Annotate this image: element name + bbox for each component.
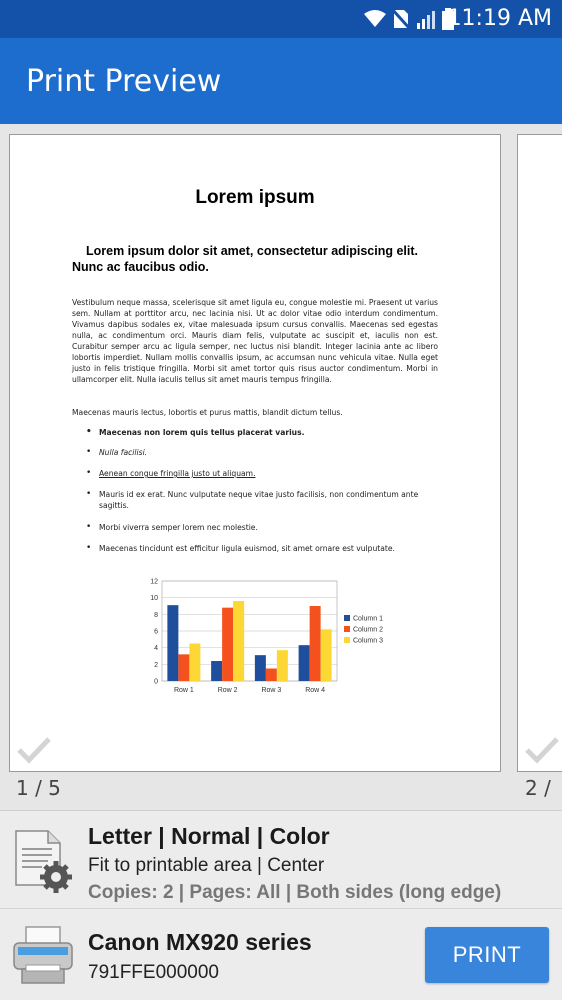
print-button[interactable]: PRINT bbox=[425, 927, 549, 983]
layout-settings: Fit to printable area | Center bbox=[88, 855, 325, 876]
checkmark-icon[interactable] bbox=[16, 735, 52, 765]
signal-icon bbox=[416, 9, 436, 29]
checkmark-icon[interactable] bbox=[524, 735, 560, 765]
copies-settings: Copies: 2 | Pages: All | Both sides (long edge) bbox=[88, 882, 502, 903]
chart-bar bbox=[321, 629, 332, 681]
document-subtitle: Lorem ipsum dolor sit amet, consectetur adipiscing elit. Nunc ac faucibus odio. bbox=[72, 244, 419, 274]
list-item: • Aenean congue fringilla justo ut aliquam. bbox=[99, 468, 439, 479]
printer-name: Canon MX920 series bbox=[88, 929, 312, 955]
list-item: • Mauris id ex erat. Nunc vulputate neque vitae justo facilisis, non condimentum ante sagittis. bbox=[99, 489, 439, 511]
preview-area[interactable] bbox=[0, 124, 562, 810]
printer-id: 791FFE000000 bbox=[88, 962, 219, 983]
chart-y-tick-label: 8 bbox=[154, 611, 158, 619]
chart-y-tick-label: 10 bbox=[150, 595, 158, 603]
chart-y-tick-label: 2 bbox=[154, 661, 158, 669]
document-paragraph-2: Maecenas mauris lectus, lobortis et purus mattis, blandit dictum tellus. bbox=[72, 408, 343, 417]
chart-bar bbox=[167, 605, 178, 681]
list-item: • Nulla facilisi. bbox=[99, 447, 439, 458]
chart-legend-label: Column 3 bbox=[353, 637, 383, 645]
chart-y-tick-label: 0 bbox=[154, 678, 158, 686]
page-indicator-1: 1 / 5 bbox=[16, 776, 61, 800]
chart-bar bbox=[255, 655, 266, 681]
chart-y-tick-label: 6 bbox=[154, 628, 158, 636]
chart-y-tick-label: 12 bbox=[150, 578, 158, 586]
list-item: • Maecenas tincidunt est efficitur ligula euismod, sit amet ornare est vulputate. bbox=[99, 543, 439, 554]
chart-legend-swatch bbox=[344, 615, 350, 621]
chart-x-tick-label: Row 2 bbox=[217, 687, 238, 694]
status-time: 11:19 AM bbox=[447, 6, 552, 31]
chart-legend-label: Column 2 bbox=[353, 626, 383, 634]
document-bar-chart bbox=[142, 575, 402, 695]
paper-settings: Letter | Normal | Color bbox=[88, 823, 330, 849]
printer-icon bbox=[12, 925, 74, 985]
document-title: Lorem ipsum bbox=[195, 187, 315, 208]
chart-legend-swatch bbox=[344, 637, 350, 643]
print-settings-row[interactable] bbox=[0, 811, 562, 909]
chart-bar bbox=[310, 606, 321, 681]
list-item: • Maecenas non lorem quis tellus placerat varius. bbox=[99, 427, 439, 438]
chart-legend-swatch bbox=[344, 626, 350, 632]
chart-bar bbox=[277, 650, 288, 681]
chart-bar bbox=[178, 654, 189, 681]
status-icons bbox=[364, 8, 454, 30]
chart-bar bbox=[299, 645, 310, 681]
wifi-icon bbox=[364, 10, 386, 28]
chart-bar bbox=[222, 608, 233, 681]
preview-page-2[interactable] bbox=[517, 134, 562, 772]
no-sim-icon bbox=[392, 8, 410, 30]
print-options-panel bbox=[0, 810, 562, 1000]
chart-y-tick-label: 4 bbox=[154, 645, 158, 653]
app-bar bbox=[0, 38, 562, 124]
chart-bar bbox=[189, 644, 200, 682]
chart-x-tick-label: Row 3 bbox=[261, 687, 282, 694]
chart-bar bbox=[211, 661, 222, 681]
status-bar bbox=[0, 0, 562, 38]
page-title: Print Preview bbox=[26, 64, 222, 99]
page-indicator-2: 2 / bbox=[525, 776, 551, 800]
printer-row[interactable] bbox=[0, 909, 562, 1000]
chart-x-tick-label: Row 1 bbox=[173, 687, 194, 694]
preview-page-1[interactable] bbox=[9, 134, 501, 772]
chart-x-tick-label: Row 4 bbox=[305, 687, 326, 694]
chart-bar bbox=[233, 601, 244, 681]
chart-bar bbox=[266, 669, 277, 682]
list-item: • Morbi viverra semper lorem nec molestie. bbox=[99, 522, 439, 533]
document-paragraph-1: Vestibulum neque massa, scelerisque sit amet ligula eu, congue molestie mi. Praesent ut varius sem. Nullam at porttitor arcu, nec lacinia nisi. Ut ac dolor vitae odio interdum condimentum. Vivamus dapibus sodales ex, vitae malesuada ipsum cursus convallis. Maecenas sed egestas nulla, ac condimentum orci. Mauris diam felis, vulputate ac suscipit et, iaculis non est. Curabitur semper arcu ac ligula semper, nec luctus nisi blandit. Integer lacinia ante ac libero lobortis imperdiet. Nullam mollis convallis ipsum, ac accumsan nunc vehicula vitae. Nulla eget justo in felis tristique fringilla. Morbi sit amet tortor quis risus auctor condimentum. Morbi in ullamcorper elit. Nulla iaculis tellus sit amet mauris tempus fringilla. bbox=[72, 298, 438, 384]
chart-legend-label: Column 1 bbox=[353, 615, 383, 623]
document-settings-icon bbox=[12, 827, 74, 893]
